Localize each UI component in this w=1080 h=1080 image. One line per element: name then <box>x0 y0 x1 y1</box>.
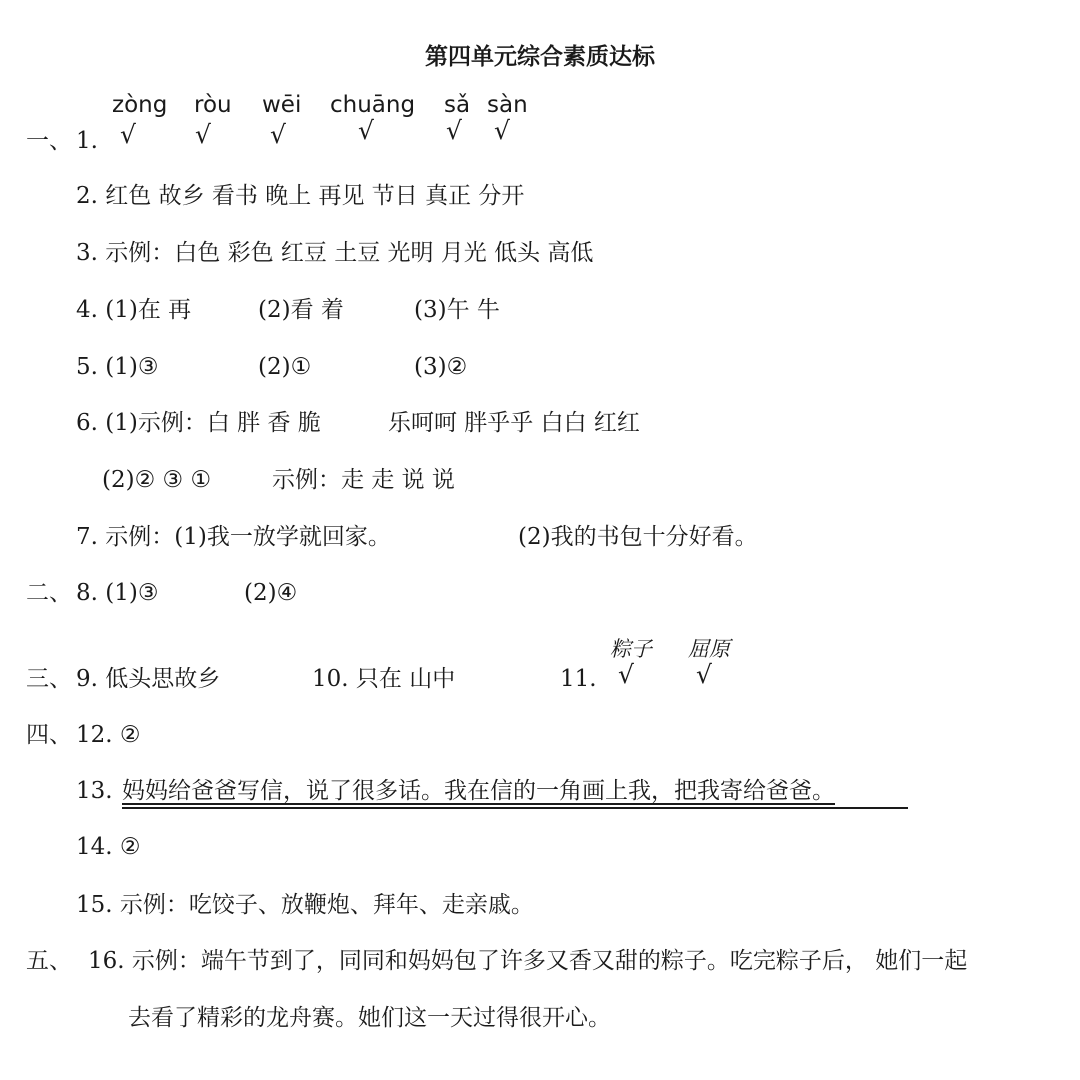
q13-number: 13. <box>76 778 113 804</box>
q13-underline <box>122 807 908 809</box>
check-mark: √ <box>195 120 211 149</box>
q9-answer: 9. 低头思故乡 <box>76 666 221 692</box>
q2-answer: 2. 红色 故乡 看书 晚上 再见 节日 真正 分开 <box>76 183 525 209</box>
q16-line-1: 16. 示例：端午节到了，同同和妈妈包了许多又香又甜的粽子。吃完粽子后， 她们一起 <box>88 948 968 974</box>
pinyin-1: zòng <box>112 92 168 118</box>
q16-line-2: 去看了精彩的龙舟赛。她们这一天过得很开心。 <box>128 1005 611 1031</box>
section-five-label: 五、 <box>26 948 72 974</box>
section-two-label: 二、 <box>26 580 72 606</box>
pinyin-3: wēi <box>262 92 302 118</box>
check-mark: √ <box>618 660 634 689</box>
q7-part-2: (2)我的书包十分好看。 <box>518 524 758 550</box>
check-mark: √ <box>270 120 286 149</box>
q3-answer: 3. 示例：白色 彩色 红豆 土豆 光明 月光 低头 高低 <box>76 240 594 266</box>
q10-answer: 10. 只在 山中 <box>312 666 456 692</box>
check-mark: √ <box>120 120 136 149</box>
q6-part-1: 6. (1)示例：白 胖 香 脆 <box>76 410 321 436</box>
check-mark: √ <box>696 660 712 689</box>
q4-part-2: (2)看 着 <box>258 297 344 323</box>
q8-part-1: 8. (1)③ <box>76 580 159 606</box>
q5-part-1: 5. (1)③ <box>76 354 159 380</box>
q13-underlined-text: 妈妈给爸爸写信，说了很多话。我在信的一角画上我，把我寄给爸爸。 <box>122 778 835 804</box>
q7-part-1: 7. 示例：(1)我一放学就回家。 <box>76 524 391 550</box>
q5-part-3: (3)② <box>414 354 468 380</box>
pinyin-5: sǎ <box>444 92 471 118</box>
section-three-label: 三、 <box>26 666 72 692</box>
q6-part-2: 乐呵呵 胖乎乎 白白 红红 <box>388 410 640 436</box>
q6-part-3: (2)② ③ ① <box>102 467 212 493</box>
q15-answer: 15. 示例：吃饺子、放鞭炮、拜年、走亲戚。 <box>76 892 534 918</box>
pinyin-4: chuāng <box>330 92 416 118</box>
check-mark: √ <box>494 116 510 145</box>
pinyin-6: sàn <box>487 92 528 118</box>
section-one-label: 一、 <box>26 128 72 154</box>
q12-answer: 12. ② <box>76 722 141 748</box>
section-four-label: 四、 <box>26 722 72 748</box>
check-mark: √ <box>358 116 374 145</box>
q6-part-4: 示例：走 走 说 说 <box>272 467 455 493</box>
page-title: 第四单元综合素质达标 <box>425 44 655 70</box>
q5-part-2: (2)① <box>258 354 312 380</box>
q14-answer: 14. ② <box>76 834 141 860</box>
label-zongzi: 粽子 <box>610 637 652 661</box>
q8-part-2: (2)④ <box>244 580 298 606</box>
q11-number: 11. <box>560 666 597 692</box>
q4-part-1: 4. (1)在 再 <box>76 297 192 323</box>
q4-part-3: (3)午 牛 <box>414 297 500 323</box>
q1-number: 1. <box>76 128 98 154</box>
label-quyuan: 屈原 <box>688 637 730 661</box>
pinyin-2: ròu <box>194 92 232 118</box>
check-mark: √ <box>446 116 462 145</box>
